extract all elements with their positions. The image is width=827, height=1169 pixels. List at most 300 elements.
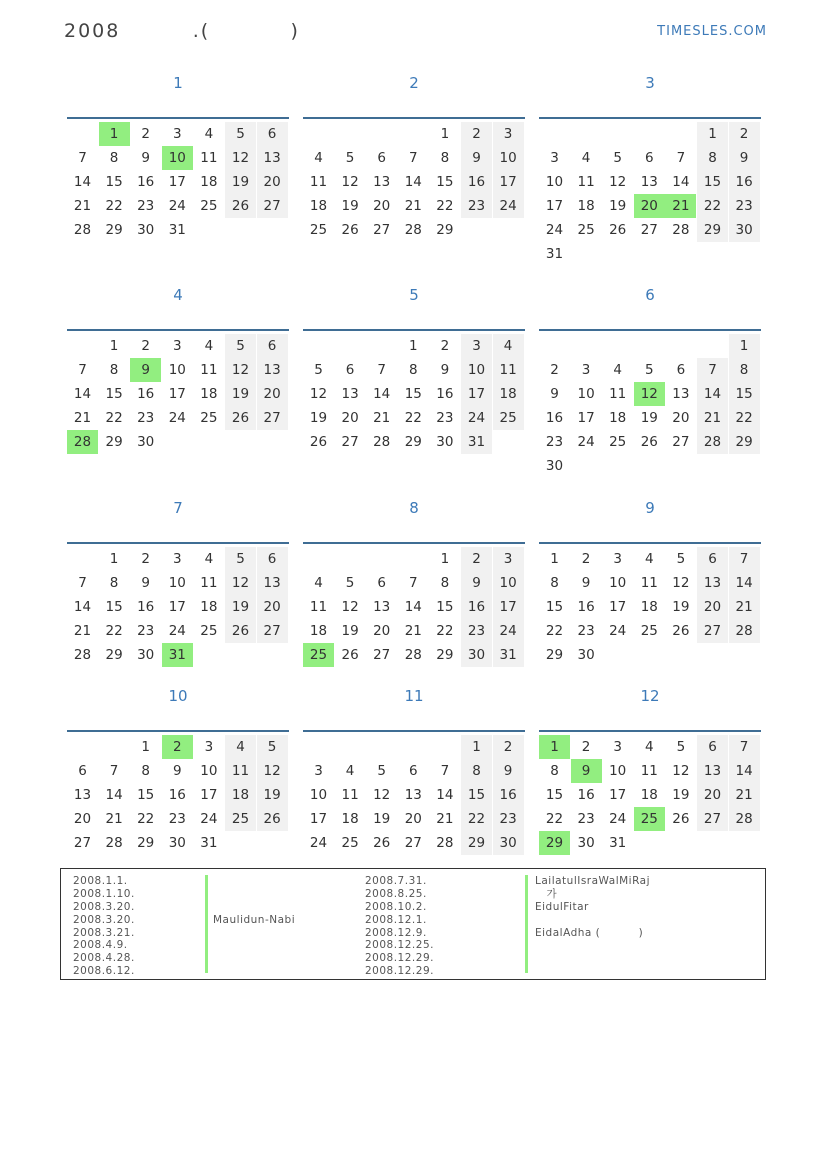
day-cell: 25 — [341, 835, 359, 851]
day-cell: 6 — [257, 547, 288, 571]
day-cell: 24 — [609, 811, 627, 827]
day-cell: 14 — [373, 386, 391, 402]
day-cell: 17 — [609, 787, 627, 803]
legend-entry: Maulidun-Nabi — [213, 913, 296, 926]
day-cell: 22 — [436, 198, 454, 214]
day-cell: 11 — [640, 763, 658, 779]
day-cell: 17 — [309, 811, 328, 827]
month-name: 3 — [645, 74, 655, 92]
day-cell: 4 — [493, 334, 524, 358]
day-cell: 1 — [461, 735, 492, 759]
legend-entry: 2008.10.2. — [365, 900, 427, 913]
day-cell: 11 — [225, 759, 256, 783]
day-cell: 31 — [200, 835, 218, 851]
month-rule — [303, 117, 525, 119]
day-cell: 1 — [729, 334, 760, 358]
day-cell: 11 — [493, 358, 524, 382]
day-cell: 16 — [545, 410, 564, 426]
day-cell: 10 — [609, 575, 627, 591]
day-cell: 13 — [373, 599, 391, 615]
day-cell: 6 — [78, 763, 87, 779]
day-cell: 18 — [640, 599, 658, 615]
day-cell: 3 — [173, 551, 182, 567]
day-cell: 21 — [697, 406, 728, 430]
day-cell: 4 — [645, 551, 654, 567]
legend-left-names — [213, 875, 295, 978]
day-cell: 3 — [613, 739, 622, 755]
day-cell: 30 — [729, 218, 760, 242]
day-cell: 5 — [345, 150, 355, 166]
site-logo-text[interactable]: TIMESLES.COM — [657, 24, 767, 39]
day-cell: 3 — [314, 763, 323, 779]
day-cell: 27 — [373, 647, 391, 663]
day-cell: 1 — [141, 739, 150, 755]
day-cell: 2 — [141, 126, 150, 142]
day-cell: 18 — [309, 623, 328, 639]
day-cell: 14 — [672, 174, 690, 190]
day-cell: 7 — [729, 547, 760, 571]
day-cell: 26 — [257, 807, 288, 831]
day-cell: 27 — [697, 619, 728, 643]
day-cell: 27 — [373, 222, 391, 238]
day-cell: 28 — [404, 222, 422, 238]
day-cell: 5 — [257, 735, 288, 759]
holiday-day-cell: 21 — [665, 194, 696, 218]
day-cell: 5 — [645, 362, 654, 378]
day-cell: 14 — [105, 787, 123, 803]
holiday-day-cell: 25 — [303, 643, 334, 667]
day-cell: 27 — [404, 835, 422, 851]
day-cell: 27 — [257, 619, 288, 643]
day-cell: 6 — [377, 575, 386, 591]
day-cell: 27 — [672, 434, 690, 450]
day-cell: 17 — [493, 170, 524, 194]
day-cell: 15 — [461, 783, 492, 807]
day-cell: 16 — [461, 170, 492, 194]
day-cell: 29 — [436, 647, 454, 663]
day-cell: 16 — [577, 787, 595, 803]
legend-left-divider — [205, 875, 208, 973]
day-cell: 15 — [436, 599, 454, 615]
month-name: 9 — [645, 499, 655, 517]
day-cell: 17 — [168, 174, 186, 190]
day-cell: 3 — [493, 122, 524, 146]
day-cell: 13 — [697, 759, 728, 783]
day-cell: 4 — [314, 575, 323, 591]
day-cell: 20 — [697, 783, 728, 807]
day-cell: 10 — [493, 571, 524, 595]
day-cell: 23 — [168, 811, 186, 827]
legend-right-dates — [365, 875, 434, 978]
holiday-day-cell: 2 — [162, 735, 193, 759]
day-cell: 19 — [341, 623, 359, 639]
legend-entry — [213, 952, 295, 965]
day-cell: 9 — [461, 571, 492, 595]
day-cell: 19 — [640, 410, 658, 426]
day-cell: 29 — [105, 222, 123, 238]
day-cell: 11 — [200, 575, 218, 591]
legend-entry — [535, 952, 650, 965]
day-cell: 10 — [200, 763, 218, 779]
day-cell: 5 — [314, 362, 323, 378]
day-cell: 9 — [141, 150, 150, 166]
day-cell: 14 — [404, 174, 422, 190]
legend-entry: 2008.3.20. — [73, 900, 135, 913]
day-cell: 5 — [613, 150, 622, 166]
legend-entry: LailatulIsraWalMiRaj — [535, 875, 651, 887]
legend-entry: 2008.4.9. — [73, 939, 128, 952]
day-cell: 15 — [729, 382, 760, 406]
day-cell: 5 — [225, 122, 256, 146]
legend-entry — [535, 914, 650, 927]
legend-entry — [213, 875, 295, 888]
day-cell: 24 — [493, 194, 524, 218]
day-cell: 21 — [404, 623, 422, 639]
day-cell: 10 — [168, 362, 186, 378]
day-cell: 23 — [545, 434, 564, 450]
day-cell: 11 — [309, 174, 328, 190]
day-cell: 28 — [105, 835, 123, 851]
month-name: 4 — [173, 286, 183, 304]
legend-entry — [213, 888, 295, 901]
day-cell: 7 — [109, 763, 119, 779]
day-cell: 24 — [168, 410, 186, 426]
legend-right-names — [535, 875, 650, 978]
day-cell: 17 — [461, 382, 492, 406]
day-cell: 29 — [105, 647, 123, 663]
day-cell: 24 — [200, 811, 218, 827]
day-cell: 28 — [404, 647, 422, 663]
day-cell: 26 — [309, 434, 328, 450]
legend-right-divider — [525, 875, 528, 973]
month-name: 5 — [409, 286, 419, 304]
day-cell: 21 — [105, 811, 123, 827]
day-cell: 22 — [545, 623, 564, 639]
day-cell: 2 — [581, 551, 591, 567]
day-cell: 2 — [461, 122, 492, 146]
day-cell: 8 — [440, 575, 450, 591]
month-name: 2 — [409, 74, 419, 92]
day-cell: 20 — [697, 595, 728, 619]
day-cell: 16 — [461, 595, 492, 619]
day-cell: 7 — [440, 763, 450, 779]
day-cell: 17 — [609, 599, 627, 615]
day-cell: 23 — [137, 623, 155, 639]
day-cell: 5 — [225, 334, 256, 358]
day-cell: 25 — [577, 222, 595, 238]
day-cell: 21 — [436, 811, 454, 827]
day-cell: 20 — [257, 382, 288, 406]
day-cell: 16 — [137, 174, 155, 190]
month-rule — [67, 329, 289, 331]
day-cell: 28 — [729, 619, 760, 643]
day-cell: 2 — [141, 551, 150, 567]
day-cell: 14 — [73, 174, 92, 190]
day-cell: 29 — [105, 434, 123, 450]
day-cell: 15 — [137, 787, 155, 803]
day-cell: 2 — [440, 338, 450, 354]
day-cell: 13 — [257, 146, 288, 170]
day-cell: 19 — [225, 595, 256, 619]
day-cell: 30 — [577, 835, 595, 851]
day-cell: 26 — [640, 434, 658, 450]
day-cell: 13 — [257, 571, 288, 595]
day-cell: 19 — [373, 811, 391, 827]
day-cell: 15 — [436, 174, 454, 190]
day-cell: 12 — [672, 575, 690, 591]
legend-entry: 2008.8.25. — [365, 887, 427, 900]
day-cell: 10 — [545, 174, 564, 190]
day-cell: 7 — [729, 735, 760, 759]
day-cell: 6 — [676, 362, 686, 378]
day-cell: 28 — [672, 222, 690, 238]
day-cell: 4 — [613, 362, 622, 378]
day-cell: 12 — [309, 386, 328, 402]
day-cell: 24 — [545, 222, 564, 238]
day-cell: 23 — [493, 807, 524, 831]
holiday-day-cell: 31 — [162, 643, 193, 667]
day-cell: 16 — [493, 783, 524, 807]
day-cell: 9 — [493, 759, 524, 783]
day-cell: 17 — [168, 599, 186, 615]
day-cell: 9 — [550, 386, 559, 402]
day-cell: 3 — [173, 126, 182, 142]
day-cell: 19 — [225, 382, 256, 406]
day-cell: 22 — [461, 807, 492, 831]
day-cell: 13 — [404, 787, 422, 803]
day-cell: 11 — [309, 599, 328, 615]
day-cell: 7 — [409, 575, 418, 591]
day-cell: 9 — [461, 146, 492, 170]
day-cell: 29 — [729, 430, 760, 454]
day-cell: 17 — [168, 386, 186, 402]
day-cell: 16 — [436, 386, 454, 402]
day-cell: 19 — [609, 198, 627, 214]
day-cell: 8 — [550, 763, 559, 779]
day-cell: 21 — [73, 410, 92, 426]
holiday-day-cell: 25 — [634, 807, 665, 831]
day-cell: 24 — [609, 623, 627, 639]
month-name: 12 — [640, 687, 660, 705]
month-rule — [303, 542, 525, 544]
day-cell: 4 — [204, 551, 214, 567]
day-cell: 19 — [257, 783, 288, 807]
day-cell: 7 — [697, 358, 728, 382]
day-cell: 16 — [137, 386, 155, 402]
day-cell: 29 — [436, 222, 454, 238]
legend-left-dates — [73, 875, 135, 978]
day-cell: 24 — [309, 835, 328, 851]
day-cell: 17 — [200, 787, 218, 803]
month-rule — [539, 542, 761, 544]
day-cell: 18 — [577, 198, 595, 214]
day-cell: 6 — [257, 122, 288, 146]
day-cell: 1 — [109, 338, 119, 354]
day-cell: 26 — [225, 194, 256, 218]
day-cell: 7 — [409, 150, 418, 166]
day-cell: 20 — [257, 170, 288, 194]
day-cell: 30 — [461, 643, 492, 667]
day-cell: 30 — [436, 434, 454, 450]
day-cell: 18 — [200, 386, 218, 402]
day-cell: 4 — [225, 735, 256, 759]
day-cell: 13 — [73, 787, 92, 803]
day-cell: 4 — [645, 739, 654, 755]
day-cell: 1 — [550, 551, 559, 567]
day-cell: 23 — [577, 623, 595, 639]
day-cell: 23 — [137, 198, 155, 214]
day-cell: 13 — [373, 174, 391, 190]
month-name: 8 — [409, 499, 419, 517]
day-cell: 13 — [672, 386, 690, 402]
day-cell: 6 — [697, 735, 728, 759]
day-cell: 18 — [200, 174, 218, 190]
day-cell: 21 — [73, 623, 92, 639]
day-cell: 22 — [729, 406, 760, 430]
day-cell: 31 — [545, 246, 564, 262]
day-cell: 29 — [137, 835, 155, 851]
day-cell: 25 — [200, 198, 218, 214]
day-cell: 12 — [257, 759, 288, 783]
day-cell: 8 — [550, 575, 559, 591]
day-cell: 12 — [225, 571, 256, 595]
day-cell: 1 — [109, 551, 119, 567]
day-cell: 8 — [109, 362, 119, 378]
day-cell: 1 — [697, 122, 728, 146]
legend-entry: 2008.12.25. — [365, 939, 434, 952]
day-cell: 10 — [493, 146, 524, 170]
day-cell: 10 — [577, 386, 595, 402]
day-cell: 30 — [137, 222, 155, 238]
day-cell: 11 — [577, 174, 595, 190]
day-cell: 20 — [672, 410, 690, 426]
day-cell: 8 — [729, 358, 760, 382]
day-cell: 25 — [309, 222, 328, 238]
day-cell: 8 — [109, 150, 119, 166]
holiday-day-cell: 1 — [539, 735, 570, 759]
legend-entry — [213, 939, 295, 952]
day-cell: 2 — [141, 338, 150, 354]
day-cell: 25 — [225, 807, 256, 831]
day-cell: 5 — [345, 575, 355, 591]
legend-entry: EidulFitar — [535, 900, 589, 913]
day-cell: 15 — [404, 386, 422, 402]
day-cell: 2 — [461, 547, 492, 571]
day-cell: 20 — [73, 811, 92, 827]
month-name: 7 — [173, 499, 183, 517]
month-rule — [539, 730, 761, 732]
day-cell: 26 — [341, 222, 359, 238]
day-cell: 12 — [609, 174, 627, 190]
day-cell: 24 — [168, 623, 186, 639]
day-cell: 4 — [204, 126, 214, 142]
day-cell: 8 — [109, 575, 119, 591]
day-cell: 27 — [73, 835, 92, 851]
day-cell: 20 — [341, 410, 359, 426]
month-name: 11 — [404, 687, 424, 705]
day-cell: 26 — [373, 835, 391, 851]
day-cell: 16 — [168, 787, 186, 803]
legend-entry: 가 — [535, 887, 558, 900]
day-cell: 28 — [697, 430, 728, 454]
holiday-day-cell: 10 — [162, 146, 193, 170]
month-rule — [67, 117, 289, 119]
day-cell: 15 — [545, 599, 564, 615]
day-cell: 25 — [640, 623, 658, 639]
day-cell: 9 — [581, 575, 591, 591]
day-cell: 6 — [645, 150, 654, 166]
day-cell: 19 — [672, 599, 690, 615]
day-cell: 13 — [697, 571, 728, 595]
day-cell: 23 — [577, 811, 595, 827]
day-cell: 18 — [225, 783, 256, 807]
legend-entry: EidalAdha ( ) — [535, 926, 644, 939]
day-cell: 23 — [461, 194, 492, 218]
day-cell: 24 — [493, 619, 524, 643]
day-cell: 24 — [461, 406, 492, 430]
day-cell: 22 — [436, 623, 454, 639]
day-cell: 4 — [204, 338, 214, 354]
day-cell: 16 — [577, 599, 595, 615]
legend-entry — [213, 965, 295, 978]
day-cell: 27 — [640, 222, 658, 238]
day-cell: 22 — [105, 410, 123, 426]
day-cell: 18 — [493, 382, 524, 406]
day-cell: 4 — [345, 763, 355, 779]
day-cell: 18 — [200, 599, 218, 615]
day-cell: 13 — [640, 174, 658, 190]
day-cell: 7 — [78, 575, 87, 591]
day-cell: 25 — [493, 406, 524, 430]
day-cell: 1 — [409, 338, 418, 354]
day-cell: 9 — [141, 575, 150, 591]
holiday-day-cell: 12 — [634, 382, 665, 406]
day-cell: 31 — [493, 643, 524, 667]
day-cell: 28 — [729, 807, 760, 831]
day-cell: 24 — [577, 434, 595, 450]
day-cell: 14 — [73, 599, 92, 615]
day-cell: 29 — [404, 434, 422, 450]
legend-entry — [535, 939, 650, 952]
day-cell: 8 — [141, 763, 150, 779]
day-cell: 6 — [257, 334, 288, 358]
day-cell: 6 — [409, 763, 418, 779]
day-cell: 25 — [200, 623, 218, 639]
day-cell: 31 — [168, 222, 186, 238]
day-cell: 7 — [676, 150, 686, 166]
day-cell: 14 — [73, 386, 92, 402]
day-cell: 9 — [173, 763, 182, 779]
day-cell: 11 — [609, 386, 627, 402]
day-cell: 14 — [404, 599, 422, 615]
day-cell: 7 — [377, 362, 386, 378]
day-cell: 9 — [440, 362, 450, 378]
legend-entry: 2008.7.31. — [365, 875, 427, 887]
legend-entry: 2008.3.20. — [73, 913, 135, 926]
day-cell: 25 — [609, 434, 627, 450]
day-cell: 9 — [729, 146, 760, 170]
day-cell: 3 — [204, 739, 214, 755]
day-cell: 5 — [225, 547, 256, 571]
month-rule — [303, 329, 525, 331]
legend-entry — [535, 965, 650, 978]
day-cell: 26 — [341, 647, 359, 663]
day-cell: 13 — [341, 386, 359, 402]
day-cell: 19 — [309, 410, 328, 426]
day-cell: 7 — [78, 150, 87, 166]
day-cell: 3 — [550, 150, 559, 166]
day-cell: 6 — [697, 547, 728, 571]
